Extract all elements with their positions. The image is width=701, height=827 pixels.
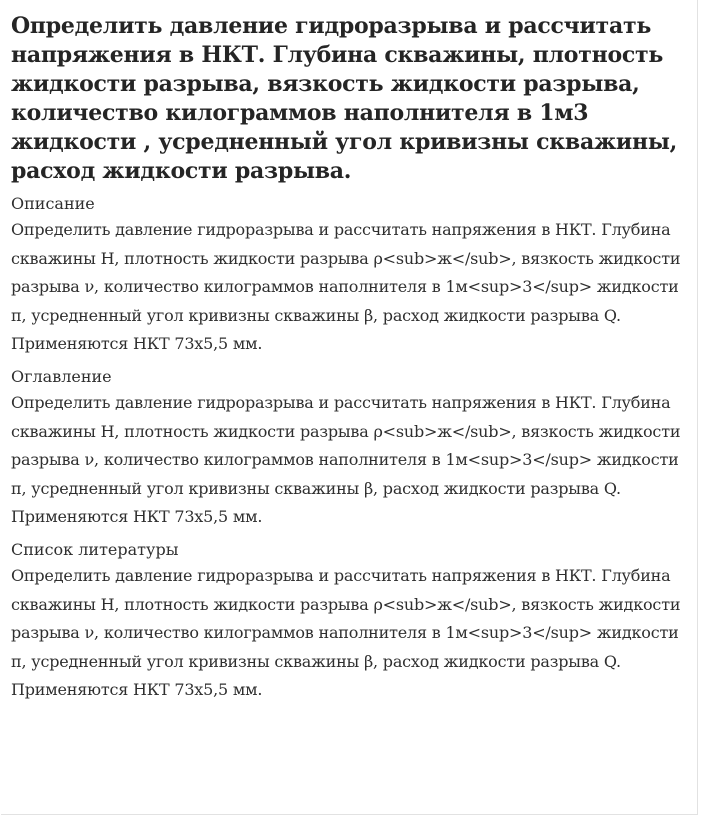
section-description (11, 194, 687, 359)
section-heading-references: Список литературы (11, 539, 179, 559)
document-page (1, 0, 698, 815)
section-contents (11, 367, 687, 532)
section-references (11, 540, 687, 705)
section-heading-contents: Оглавление (11, 366, 112, 386)
section-heading-description: Описание (11, 194, 95, 213)
section-text-contents: Определить давление гидроразрыва и рассчитать напряжения в НКТ. Глубина скважины H, плотность жидкости разрыва ρ<sub>ж</sub>, вязкость жидкости разрыва ν, количество килограммов наполнителя в 1м<sup>3</sup> жидкости п, усредненный угол кривизны скважины β, расход жидкости разрыва Q. Применяются НКТ 73х5,5 мм. (11, 392, 681, 527)
section-text-description: Определить давление гидроразрыва и рассчитать напряжения в НКТ. Глубина скважины H, плотность жидкости разрыва ρ<sub>ж</sub>, вязкость жидкости разрыва ν, количество килограммов наполнителя в 1м<sup>3</sup> жидкости п, усредненный угол кривизны скважины β, расход жидкости разрыва Q. Применяются НКТ 73х5,5 мм. (11, 220, 681, 354)
section-text-references: Определить давление гидроразрыва и рассчитать напряжения в НКТ. Глубина скважины H, плотность жидкости разрыва ρ<sub>ж</sub>, вязкость жидкости разрыва ν, количество килограммов наполнителя в 1м<sup>3</sup> жидкости п, усредненный угол кривизны скважины β, расход жидкости разрыва Q. Применяются НКТ 73х5,5 мм. (11, 565, 681, 700)
page-title: Определить давление гидроразрыва и рассчитать напряжения в НКТ. Глубина скважины, плотность жидкости разрыва, вязкость жидкости разрыва, количество килограммов наполнителя в 1м3 жидкости , усредненный угол кривизны скважины, расход жидкости разрыва. (11, 13, 678, 184)
